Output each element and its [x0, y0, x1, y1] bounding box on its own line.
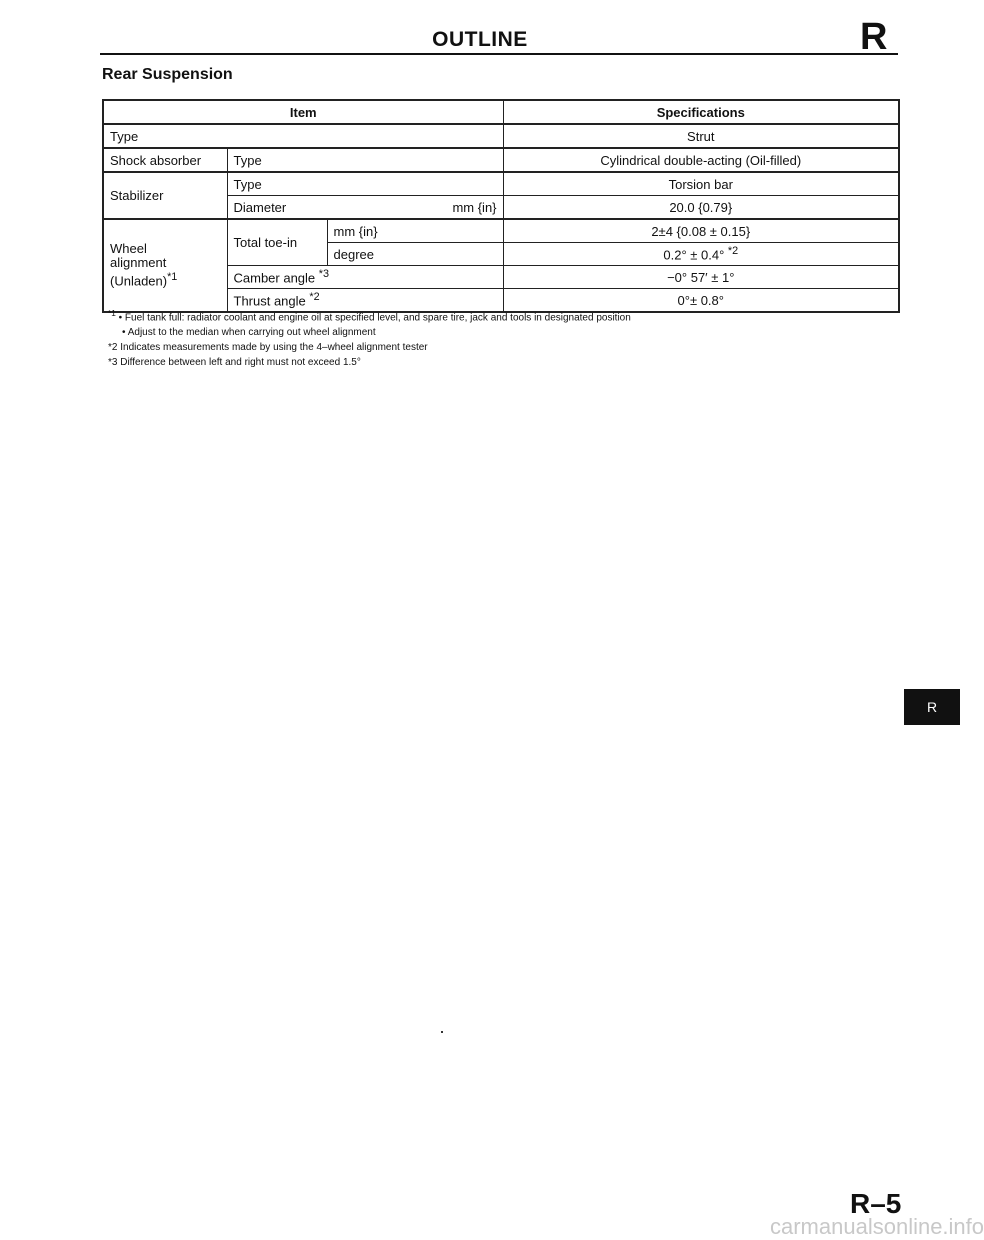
page-number: R–5: [850, 1188, 902, 1219]
total-toe-in-label: Total toe-in: [227, 219, 327, 266]
stabilizer-diameter-label: Diameter: [233, 199, 287, 215]
footnote-mark: *2: [727, 245, 739, 258]
watermark: carmanualsonline.info: [770, 1214, 984, 1239]
footnote-mark: *1: [108, 308, 116, 318]
header-rule: [100, 53, 898, 55]
footnote-1a-text: • Fuel tank full: radiator coolant and engine oil at specified level, and spare tire, jack and tools in designated position: [118, 312, 631, 324]
section-thumb-tab: R: [904, 689, 960, 725]
stabilizer-type-label: Type: [227, 172, 503, 196]
wheel-alignment-label: [103, 219, 227, 312]
spec-table: [102, 99, 900, 313]
toe-degree-cell: [503, 243, 899, 266]
shock-absorber-type-label: Type: [227, 148, 503, 172]
toe-mm-spec: 2±4 {0.08 ± 0.15}: [503, 219, 899, 243]
toe-mm-unit: mm {in}: [327, 219, 503, 243]
footnote-mark: *2: [309, 291, 320, 304]
footnotes: [108, 306, 898, 370]
footnote-mark: *1: [167, 271, 178, 284]
header-specifications: Specifications: [503, 100, 899, 124]
type-spec: Strut: [503, 124, 899, 148]
thrust-label: Thrust angle: [233, 293, 306, 309]
type-label: Type: [103, 124, 503, 148]
footnote-1b: • Adjust to the median when carrying out wheel alignment: [122, 327, 376, 339]
stabilizer-label: Stabilizer: [103, 172, 227, 219]
footnote-2: *2 Indicates measurements made by using the 4–wheel alignment tester: [108, 342, 428, 354]
footnote-mark: *3: [318, 268, 330, 281]
section-title: Rear Suspension: [102, 66, 233, 83]
stabilizer-type-spec: Torsion bar: [503, 172, 899, 196]
wheel-alignment-label-line3: (Unladen): [110, 273, 168, 289]
table-row: [103, 148, 899, 172]
camber-cell: [227, 266, 503, 289]
wheel-alignment-label-line1: Wheel: [110, 241, 147, 257]
camber-label: Camber angle: [233, 270, 316, 286]
footnote-3: *3 Difference between left and right must not exceed 1.5°: [108, 357, 361, 369]
shock-absorber-label: Shock absorber: [103, 148, 227, 172]
stabilizer-diameter-unit: mm {in}: [452, 199, 497, 215]
table-row: [103, 172, 899, 196]
toe-degree-spec: 0.2° ± 0.4°: [663, 247, 725, 263]
camber-spec: −0° 57′ ± 1°: [503, 266, 899, 289]
section-letter: R: [860, 16, 888, 58]
shock-absorber-spec: Cylindrical double-acting (Oil-filled): [503, 148, 899, 172]
thrust-spec: 0°± 0.8°: [503, 289, 899, 313]
scan-speck: [441, 1031, 443, 1033]
page-header-title: OUTLINE: [432, 28, 528, 51]
header-item: Item: [103, 100, 503, 124]
toe-degree-unit: degree: [327, 243, 503, 266]
table-row: [103, 124, 899, 148]
wheel-alignment-label-line2: alignment: [110, 255, 167, 271]
stabilizer-diameter-spec: 20.0 {0.79}: [503, 196, 899, 220]
stabilizer-diameter-cell: [227, 196, 503, 220]
table-header-row: [103, 100, 899, 124]
table-row: [103, 219, 899, 243]
footnote-1a: [108, 306, 898, 325]
